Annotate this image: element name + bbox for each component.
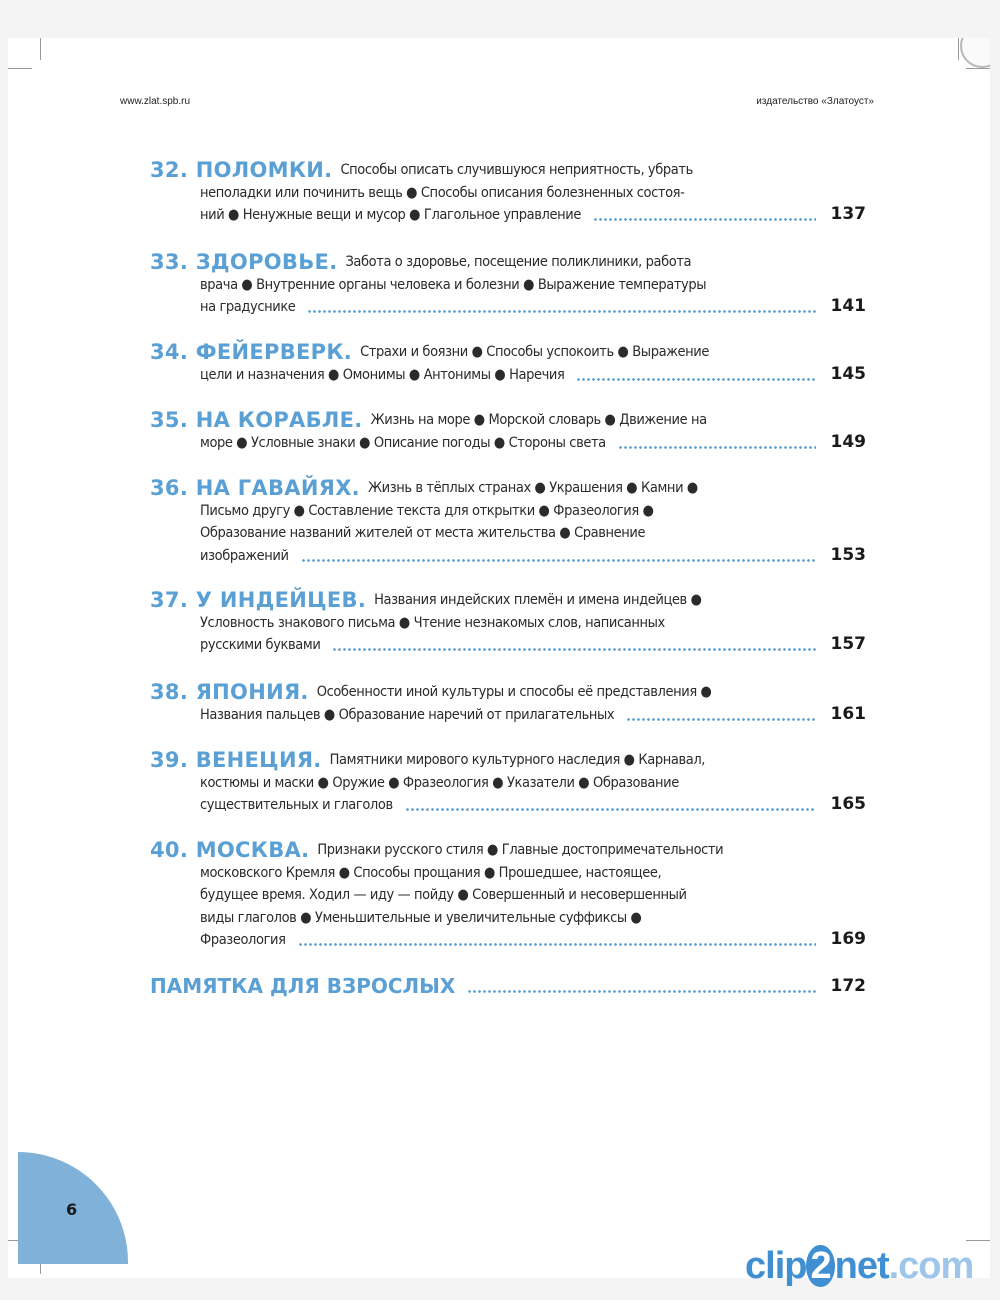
toc-entry-text: русскими буквами	[200, 637, 321, 653]
toc-entry-text: Фразеология	[200, 932, 286, 948]
pamyatka-title: ПАМЯТКА ДЛЯ ВЗРОСЛЫХ	[150, 974, 456, 998]
toc-entry-text: Особенности иной культуры и способы её представления ●	[316, 684, 712, 700]
dot-leader	[576, 378, 816, 381]
toc-entry-text: будущее время. Ходил — иду — пойду ● Совершенный и несовершенный	[200, 887, 687, 903]
toc-entry-text: Условность знакового письма ● Чтение незнакомых слов, написанных	[200, 614, 665, 631]
toc-entry-text: Признаки русского стиля ● Главные достопримечательности	[317, 842, 724, 858]
publisher-name: издательство «Златоуст»	[756, 96, 874, 107]
dot-leader	[298, 943, 816, 946]
toc-entry-heading: 33. ЗДОРОВЬЕ.	[150, 250, 338, 274]
toc-entry-text: Жизнь в тёплых странах ● Украшения ● Камни ●	[367, 480, 698, 496]
toc-page-number: 153	[830, 544, 866, 565]
toc-entry-text: московского Кремля ● Способы прощания ● Прошедшее, настоящее,	[200, 864, 662, 881]
toc-entry-text: море ● Условные знаки ● Описание погоды ● Стороны света	[200, 434, 606, 451]
crop-mark	[966, 1240, 990, 1241]
watermark	[745, 1245, 973, 1288]
toc-entry-text: Образование названий жителей от места жительства ● Сравнение	[200, 525, 646, 541]
dot-leader	[626, 718, 816, 721]
toc-entry-text: ний ● Ненужные вещи и мусор ● Глагольное управление	[200, 207, 581, 223]
site-url: www.zlat.spb.ru	[120, 96, 191, 107]
toc-page-number: 141	[830, 296, 866, 316]
toc-entry-text: на градуснике	[200, 299, 296, 315]
dot-leader	[593, 218, 816, 221]
toc-page-number: 169	[830, 929, 866, 949]
toc-entry-heading: 36. НА ГАВАЙЯХ.	[150, 476, 360, 500]
book-page	[8, 38, 990, 1278]
page-curl	[960, 38, 990, 68]
dot-leader	[307, 310, 816, 313]
toc-entry-text: Письмо другу ● Составление текста для открытки ● Фразеология ●	[200, 502, 654, 519]
watermark-part: clip	[745, 1245, 807, 1287]
dot-leader	[332, 648, 816, 651]
toc-entry-text: Страхи и боязни ● Способы успокоить ● Выражение	[360, 344, 710, 360]
toc-entry-heading: 39. ВЕНЕЦИЯ.	[150, 748, 322, 772]
watermark-part: 2	[806, 1245, 834, 1287]
toc-page-number: 161	[830, 703, 866, 724]
toc-entry-heading: 34. ФЕЙЕРВЕРК.	[150, 340, 353, 364]
toc-page-number: 165	[830, 794, 866, 814]
toc-entry-text: Забота о здоровье, посещение поликлиники, работа	[345, 254, 692, 270]
toc-entry-text: цели и назначения ● Омонимы ● Антонимы ● Наречия	[200, 366, 565, 383]
toc-page-number: 137	[830, 204, 866, 224]
dot-leader	[618, 446, 816, 449]
toc-entry-text: Названия индейских племён и имена индейцев ●	[374, 592, 702, 608]
toc-entry-text: существительных и глаголов	[200, 797, 393, 813]
watermark-part: .com	[888, 1245, 974, 1287]
toc-entry-text: Памятники мирового культурного наследия ● Карнавал,	[329, 752, 706, 768]
crop-mark	[958, 38, 959, 60]
crop-mark	[40, 38, 41, 60]
toc-entry-heading: 38. ЯПОНИЯ.	[150, 680, 309, 704]
toc-entry-text: Способы описать случившуюся неприятность, убрать	[340, 162, 693, 178]
toc-page-number: 145	[830, 363, 866, 384]
toc-entry-text: костюмы и маски ● Оружие ● Фразеология ● Указатели ● Образование	[200, 774, 679, 791]
toc-page-number: 149	[830, 431, 866, 452]
toc-entry-text: Жизнь на море ● Морской словарь ● Движение на	[370, 412, 707, 428]
toc-entry-text: Названия пальцев ● Образование наречий от прилагательных	[200, 706, 615, 723]
dot-leader	[467, 990, 816, 993]
toc-entry-text: неполадки или починить вещь ● Способы описания болезненных состоя-	[200, 184, 685, 201]
dot-leader	[405, 808, 816, 811]
page-number: 6	[66, 1200, 78, 1219]
crop-mark	[8, 68, 32, 69]
toc-entry-heading: 37. У ИНДЕЙЦЕВ.	[150, 588, 367, 612]
toc-page-number: 172	[830, 976, 866, 996]
toc-entry-text: врача ● Внутренние органы человека и болезни ● Выражение температуры	[200, 276, 707, 293]
crop-mark	[966, 68, 990, 69]
toc-entry-text: виды глаголов ● Уменьшительные и увеличительные суффиксы ●	[200, 909, 642, 926]
dot-leader	[301, 559, 816, 562]
toc-page-number: 157	[830, 634, 866, 654]
toc-entry-heading: 32. ПОЛОМКИ.	[150, 158, 333, 182]
toc-entry-heading: 40. МОСКВА.	[150, 838, 310, 862]
toc-entry-heading: 35. НА КОРАБЛЕ.	[150, 408, 363, 432]
watermark-part: net	[834, 1245, 889, 1287]
toc-entry-text: изображений	[200, 547, 289, 564]
